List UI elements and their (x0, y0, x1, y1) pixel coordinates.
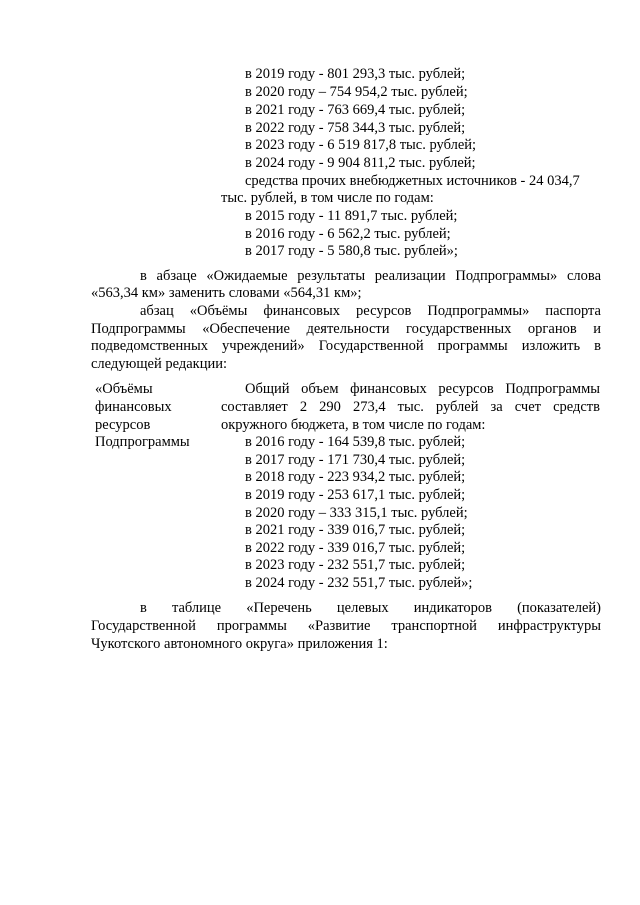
table-content-line: окружного бюджета, в том числе по годам: (221, 417, 486, 433)
list-item: в 2021 году - 763 669,4 тыс. рублей; (245, 102, 466, 118)
paragraph-expected-results-cont: «563,34 км» заменить словами «564,31 км»; (91, 285, 362, 301)
paragraph-target-indicators-cont: Государственной программы «Развитие транспортной инфраструктуры (91, 618, 601, 634)
list-item: в 2017 году - 171 730,4 тыс. рублей; (245, 452, 466, 468)
paragraph-financial-resources-cont: подведомственных учреждений» Государственной программы изложить в (91, 338, 601, 354)
list-item: в 2024 году - 232 551,7 тыс. рублей»; (245, 575, 473, 591)
list-item: в 2018 году - 223 934,2 тыс. рублей; (245, 469, 466, 485)
table-content-line: составляет 2 290 273,4 тыс. рублей за счет средств (221, 399, 600, 415)
list-item: в 2020 году – 333 315,1 тыс. рублей; (245, 505, 468, 521)
list-item: в 2020 году – 754 954,2 тыс. рублей; (245, 84, 468, 100)
list-item: в 2016 году - 6 562,2 тыс. рублей; (245, 226, 451, 242)
list-item: в 2022 году - 758 344,3 тыс. рублей; (245, 120, 466, 136)
table-label-line: «Объёмы (95, 381, 153, 397)
paragraph-expected-results: в абзаце «Ожидаемые результаты реализации Подпрограммы» слова (140, 268, 601, 284)
list-item: в 2023 году - 6 519 817,8 тыс. рублей; (245, 137, 477, 153)
table-content-line: Общий объем финансовых ресурсов Подпрограммы (245, 381, 600, 397)
table-label-line: Подпрограммы (95, 434, 190, 450)
list-item: в 2016 году - 164 539,8 тыс. рублей; (245, 434, 466, 450)
other-sources-text: средства прочих внебюджетных источников - 24 034,7 (245, 173, 580, 189)
table-label-line: ресурсов (95, 417, 151, 433)
other-sources-text-cont: тыс. рублей, в том числе по годам: (221, 190, 434, 206)
paragraph-target-indicators: в таблице «Перечень целевых индикаторов (показателей) (140, 600, 601, 616)
list-item: в 2019 году - 801 293,3 тыс. рублей; (245, 66, 466, 82)
list-item: в 2017 году - 5 580,8 тыс. рублей»; (245, 243, 458, 259)
list-item: в 2021 году - 339 016,7 тыс. рублей; (245, 522, 466, 538)
list-item: в 2019 году - 253 617,1 тыс. рублей; (245, 487, 466, 503)
paragraph-target-indicators-cont: Чукотского автономного округа» приложения 1: (91, 636, 388, 652)
list-item: в 2024 году - 9 904 811,2 тыс. рублей; (245, 155, 476, 171)
list-item: в 2022 году - 339 016,7 тыс. рублей; (245, 540, 466, 556)
paragraph-financial-resources-cont: Подпрограммы «Обеспечение деятельности государственных органов и (91, 321, 601, 337)
list-item: в 2023 году - 232 551,7 тыс. рублей; (245, 557, 466, 573)
table-label-line: финансовых (95, 399, 172, 415)
list-item: в 2015 году - 11 891,7 тыс. рублей; (245, 208, 458, 224)
paragraph-financial-resources: абзац «Объёмы финансовых ресурсов Подпрограммы» паспорта (140, 303, 601, 319)
paragraph-financial-resources-cont: следующей редакции: (91, 356, 228, 372)
